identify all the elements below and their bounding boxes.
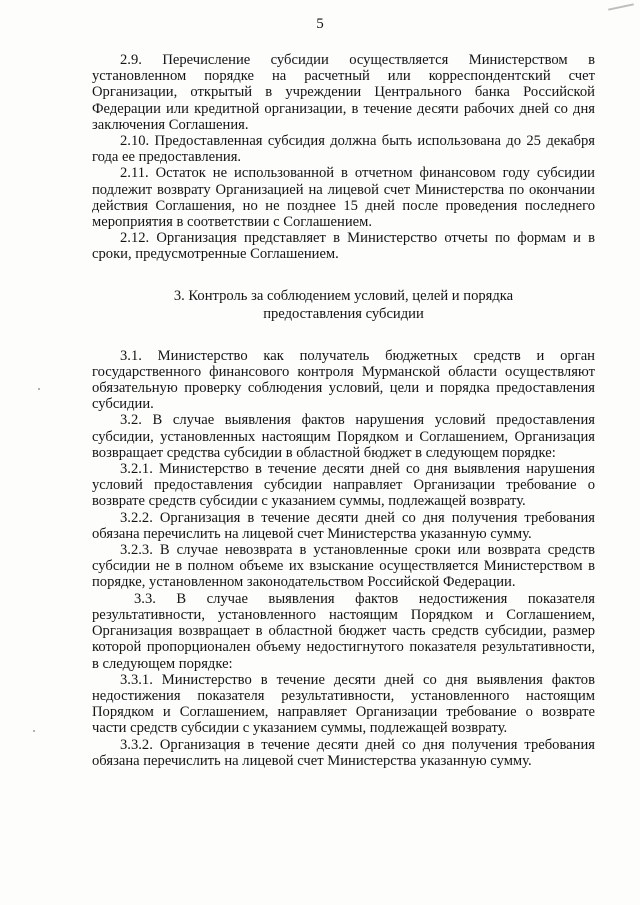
scan-edge-mark — [608, 3, 634, 10]
paragraph-3-2-1: 3.2.1. Министерство в течение десяти дней со дня выявления нарушения условий предоставления субсидии направляет Организации требование о возврате средств субсидии с указанием суммы, подлежащей возврату. — [92, 461, 595, 510]
section-heading — [92, 287, 595, 323]
page-number: 5 — [316, 16, 324, 32]
paragraph-3-3: 3.3. В случае выявления фактов недостижения показателя результативности, установленного настоящим Порядком и Соглашением, Организация возвращает в областной бюджет часть средств субсидии, размер которой пропорционален объему недостигнутого показателя результативности, в следующем порядке: — [92, 590, 595, 672]
paragraph-3-3-1: 3.3.1. Министерство в течение десяти дней со дня выявления фактов недостижения показателя результативности, установленного настоящим Порядком и Соглашением, направляет Организации требование о возврате части средств субсидии с указанием суммы, подлежащей возврату. — [92, 671, 595, 737]
paragraph-3-2-3: 3.2.3. В случае невозврата в установленные сроки или возврата средств субсидии не в полном объеме их взыскание осуществляется Министерством в порядке, установленном законодательством Российской Федерации. — [92, 542, 595, 591]
paragraph-3-3-2: 3.3.2. Организация в течение десяти дней со дня получения требования обязана перечислить на лицевой счет Министерства указанную сумму. — [92, 736, 595, 769]
scan-speck — [33, 730, 35, 732]
section-heading-line-2: предоставления субсидии — [263, 305, 424, 322]
paragraph-3-1: 3.1. Министерство как получатель бюджетных средств и орган государственного финансового контроля Мурманской области осуществляют обязательную проверку соблюдения условий, цели и порядка предоставления субсидии. — [92, 347, 595, 413]
paragraph-2-11: 2.11. Остаток не использованной в отчетном финансовом году субсидии подлежит возврату Организацией на лицевой счет Министерства по окончании действия Соглашения, но не позднее 15 дней после проведения последнего мероприятия в соответствии с Соглашением. — [92, 165, 595, 231]
scan-speck — [38, 388, 40, 390]
document-body — [92, 52, 595, 769]
paragraph-3-2: 3.2. В случае выявления фактов нарушения условий предоставления субсидии, установленных настоящим Порядком и Соглашением, Организация возвращает средства субсидии в областной бюджет в следующем порядке: — [92, 412, 595, 461]
paragraph-3-2-2: 3.2.2. Организация в течение десяти дней со дня получения требования обязана перечислить на лицевой счет Министерства указанную сумму. — [92, 509, 595, 542]
section-heading-line-1: 3. Контроль за соблюдением условий, целей и порядка — [173, 287, 514, 304]
paragraph-2-12: 2.12. Организация представляет в Министерство отчеты по формам и в сроки, предусмотренные Соглашением. — [92, 230, 595, 263]
paragraph-2-10: 2.10. Предоставленная субсидия должна быть использована до 25 декабря года ее предоставления. — [92, 133, 595, 166]
paragraph-2-9: 2.9. Перечисление субсидии осуществляется Министерством в установленном порядке на расчетный или корреспондентский счет Организации, открытый в учреждении Центрального банка Российской Федерации или кредитной организации, в течение десяти рабочих дней со дня заключения Соглашения. — [92, 52, 595, 133]
